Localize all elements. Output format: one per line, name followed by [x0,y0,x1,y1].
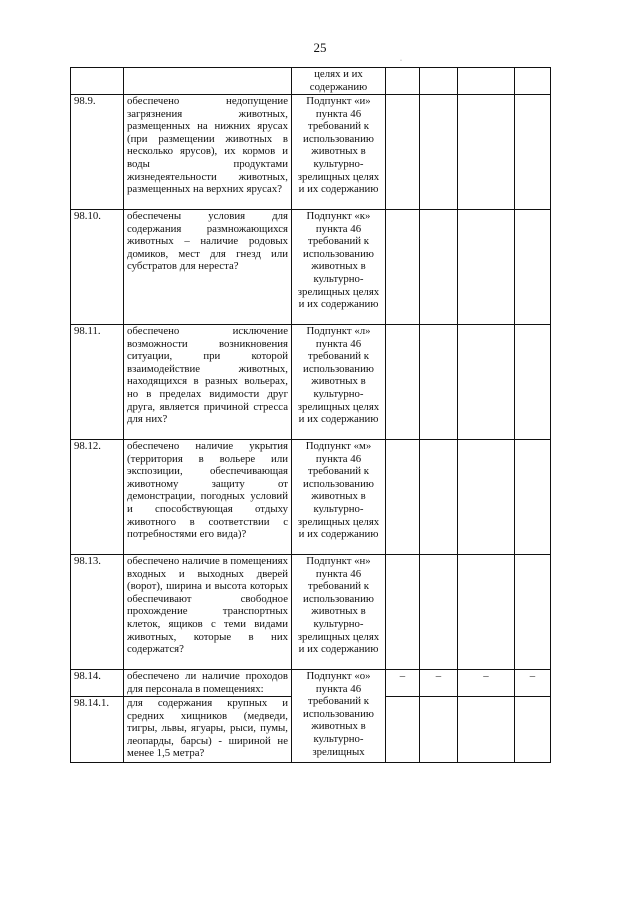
question-text [124,68,292,95]
answer-na-cell [458,325,515,440]
checklist-table [70,67,551,763]
question-text: обеспечено наличие укрытия (территория в вольере или экспозиции, обеспечивающая животному защиту от демонстрации, погодных условий и способствующая отдыху животного в соответствии с потребностями его вида)? [124,440,292,555]
question-text: обеспечено недопущение загрязнения животных, размещенных на нижних ярусах (при размещении животных в несколько ярусов), их кормов и воды продуктами жизнедеятельности животных, размещенных на верхних ярусах? [124,95,292,210]
question-text: обеспечено исключение возможности возникновения ситуации, при которой взаимодействие животных, находящихся в разных вольерах, но в пределах видимости друг друга, является причиной стресса для них? [124,325,292,440]
legal-reference: Подпункт «и» пункта 46 требований к использованию животных в культурно-зрелищных целях и их содержанию [292,95,386,210]
row-number: 98.10. [71,210,124,325]
legal-reference: Подпункт «о» пункта 46 требований к использованию животных в культурно-зрелищных [292,670,386,763]
answer-no-cell [420,68,458,95]
answer-yes-cell [386,325,420,440]
question-text: обеспечено наличие в помещениях входных и выходных дверей (ворот), ширина и высота которых обеспечивают свободное прохождение транспортных клеток, ящиков с теми видами животных, которые в них содержатся? [124,555,292,670]
page-number: 25 [313,40,327,55]
answer-no-cell [420,555,458,670]
answer-yes-cell [386,555,420,670]
answer-yes-cell: – [386,670,420,697]
legal-reference: целях и их содержанию [292,68,386,95]
row-number: 98.9. [71,95,124,210]
table-row [71,670,551,697]
note-cell [515,210,551,325]
row-number: 98.14.1. [71,697,124,763]
note-cell [515,697,551,763]
answer-no-cell [420,440,458,555]
answer-na-cell [458,440,515,555]
legal-reference: Подпункт «н» пункта 46 требований к использованию животных в культурно-зрелищных целях и их содержанию [292,555,386,670]
row-number: 98.14. [71,670,124,697]
answer-yes-cell [386,210,420,325]
note-cell [515,440,551,555]
question-text: обеспечено ли наличие проходов для персонала в помещениях: [124,670,292,697]
note-cell [515,325,551,440]
table-row [71,95,551,210]
row-number: 98.12. [71,440,124,555]
note-cell [515,555,551,670]
table-row [71,440,551,555]
note-cell [515,95,551,210]
row-number: 98.11. [71,325,124,440]
answer-yes-cell [386,68,420,95]
answer-na-cell [458,697,515,763]
answer-na-cell: – [458,670,515,697]
answer-no-cell [420,210,458,325]
answer-yes-cell [386,697,420,763]
answer-na-cell [458,68,515,95]
row-number: 98.13. [71,555,124,670]
legal-reference: Подпункт «к» пункта 46 требований к использованию животных в культурно-зрелищных целях и их содержанию [292,210,386,325]
scan-speck: · [400,58,402,64]
note-cell: – [515,670,551,697]
answer-na-cell [458,95,515,210]
question-text: обеспечены условия для содержания размножающихся животных – наличие родовых домиков, мест для гнезд или субстратов для нереста? [124,210,292,325]
answer-no-cell [420,697,458,763]
table-row [71,68,551,95]
row-number [71,68,124,95]
answer-na-cell [458,210,515,325]
note-cell [515,68,551,95]
answer-yes-cell [386,440,420,555]
table-row [71,210,551,325]
answer-no-cell: – [420,670,458,697]
answer-na-cell [458,555,515,670]
legal-reference: Подпункт «л» пункта 46 требований к использованию животных в культурно-зрелищных целях и их содержанию [292,325,386,440]
question-text: для содержания крупных и средних хищников (медведи, тигры, львы, ягуары, рыси, пумы, леопарды, барсы) - шириной не менее 1,5 метра? [124,697,292,763]
answer-no-cell [420,325,458,440]
legal-reference: Подпункт «м» пункта 46 требований к использованию животных в культурно-зрелищных целях и их содержанию [292,440,386,555]
table-row [71,325,551,440]
answer-no-cell [420,95,458,210]
table-row [71,555,551,670]
answer-yes-cell [386,95,420,210]
